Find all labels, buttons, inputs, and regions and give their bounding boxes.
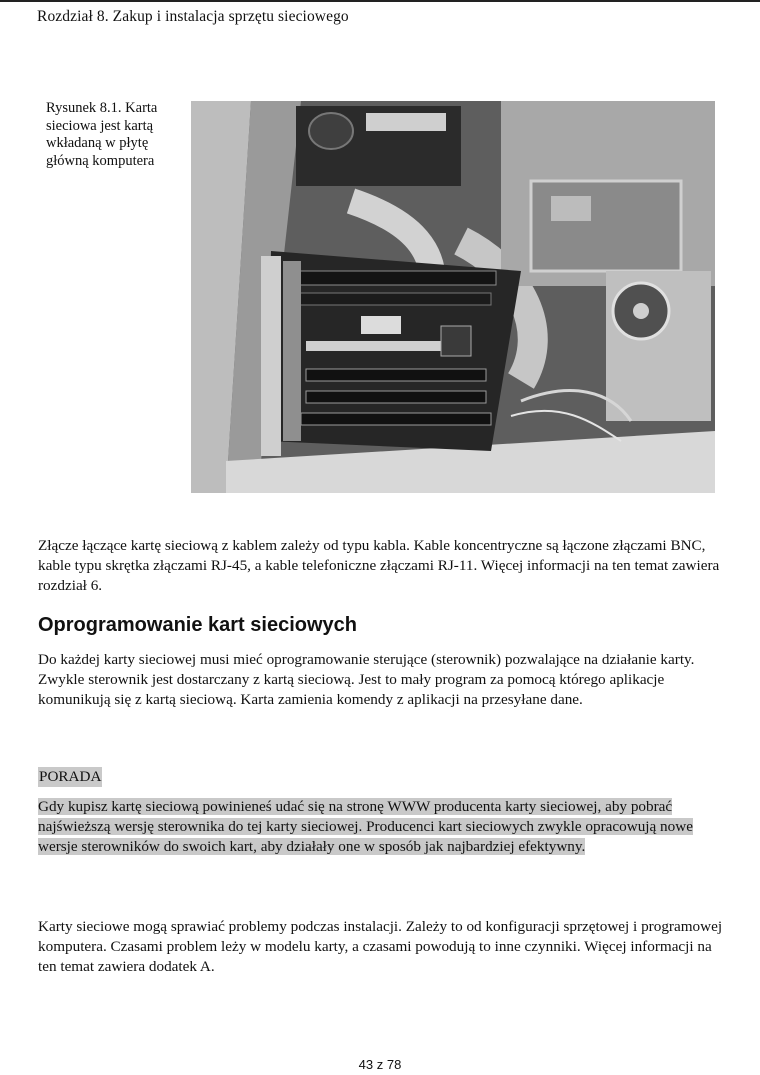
section-heading: Oprogramowanie kart sieciowych bbox=[38, 614, 357, 636]
chapter-header: Rozdział 8. Zakup i instalacja sprzętu sieciowego bbox=[37, 8, 349, 25]
paragraph-installation-problems: Karty sieciowe mogą sprawiać problemy podczas instalacji. Zależy to od konfiguracji sprzętowej i programowej komputera. Czasami problem leży w modelu karty, a czasami powodują to inne czynniki. Więcej informacji na ten temat zawiera dodatek A. bbox=[38, 918, 723, 975]
paragraph-connectors: Złącze łączące kartę sieciową z kablem zależy od typu kabla. Kable koncentryczne są łączone złączami BNC, kable typu skrętka złączami RJ-45, a kable telefoniczne złączami RJ-11. Więcej informacji na ten temat zawiera rozdział 6. bbox=[38, 537, 720, 594]
figure-caption: Rysunek 8.1. Karta sieciowa jest kartą wkładaną w płytę główną komputera bbox=[46, 100, 158, 169]
tip-label: PORADA bbox=[39, 768, 102, 785]
top-rule bbox=[0, 0, 760, 2]
tip-box bbox=[38, 797, 708, 857]
page-number: 43 z 78 bbox=[358, 1057, 402, 1072]
tip-text: Gdy kupisz kartę sieciową powinieneś udać się na stronę WWW producenta karty sieciowej, aby pobrać najświeższą wersję sterownika do tej karty sieciowej. Producenci kart sieciowych zwykle opracowują nowe wersje sterowników do swoich kart, aby działały one w sposób jak najbardziej efektywny. bbox=[38, 798, 693, 855]
figure-photo-network-card-in-pc bbox=[191, 101, 715, 493]
paragraph-driver-software: Do każdej karty sieciowej musi mieć oprogramowanie sterujące (sterownik) pozwalające na działanie karty. Zwykle sterownik jest dostarczany z kartą sieciową. Jest to mały program za pomocą którego aplikacje komunikują się z kartą sieciową. Karta zamienia komendy z aplikacji na przesyłane dane. bbox=[38, 651, 695, 708]
